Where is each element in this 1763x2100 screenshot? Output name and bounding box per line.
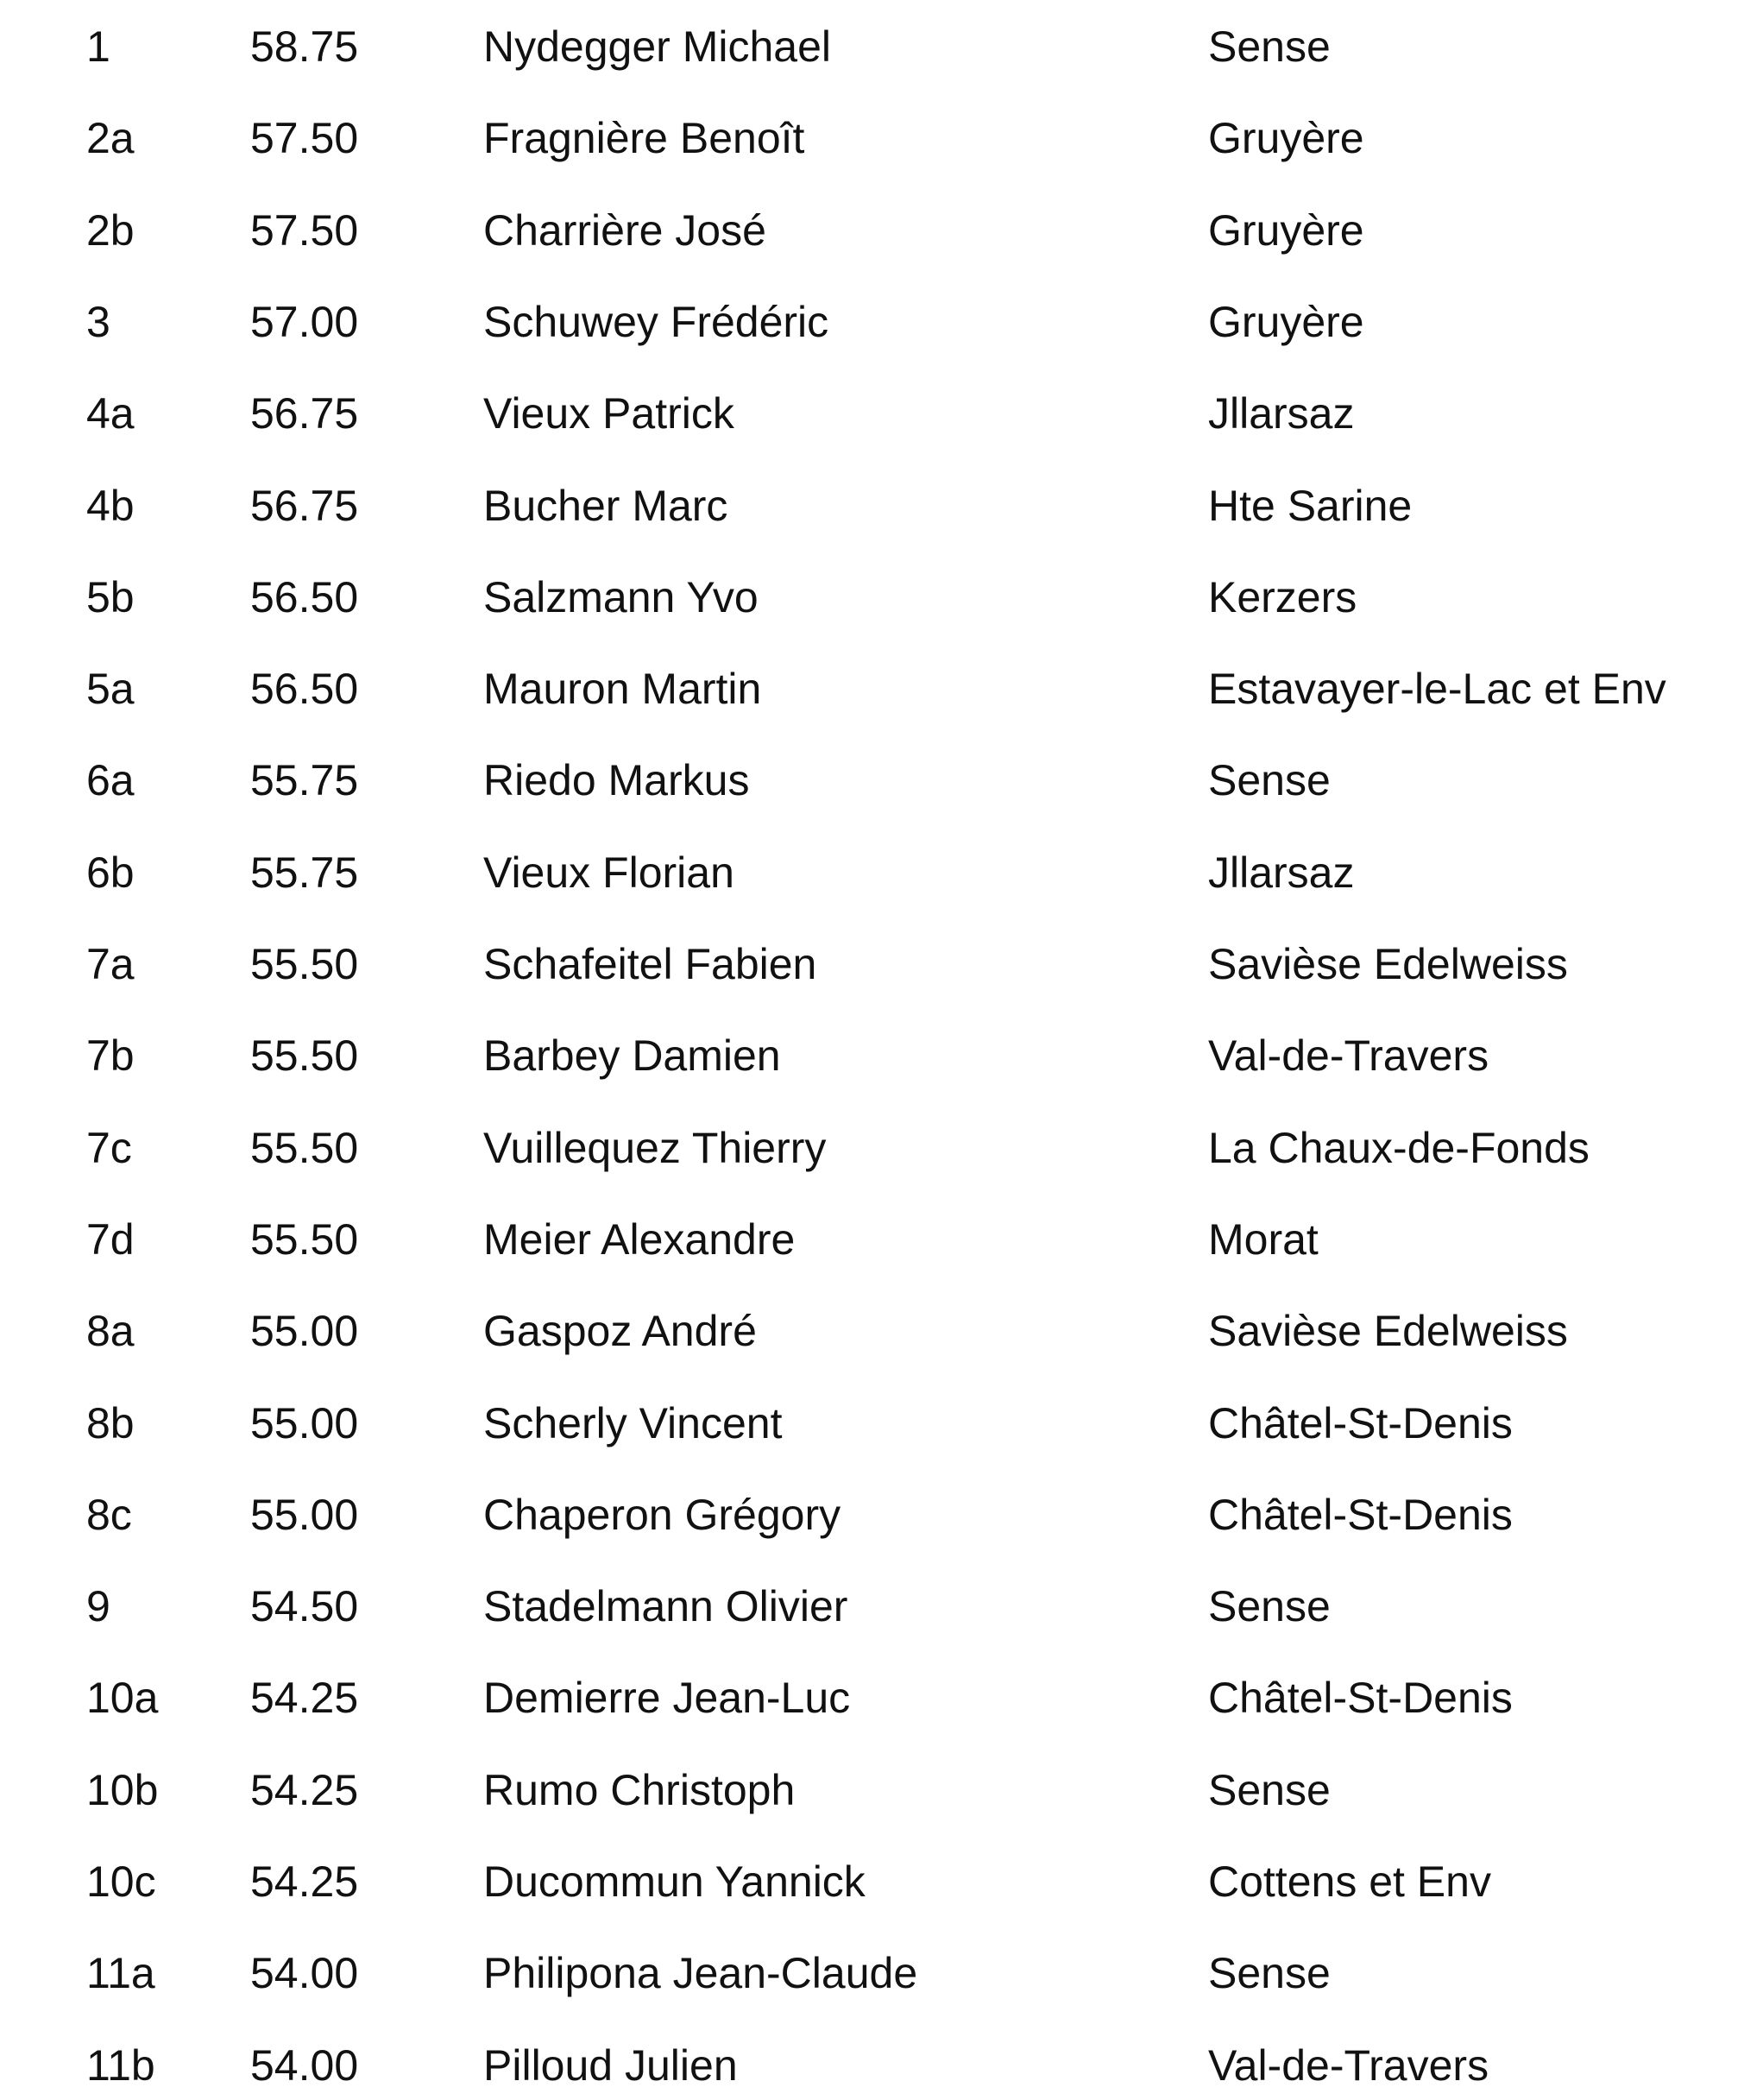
rank-cell: 8c: [86, 1490, 132, 1539]
rank-cell: 8a: [86, 1307, 135, 1356]
name-cell: Gaspoz André: [483, 1307, 757, 1356]
result-row: [0, 930, 1763, 999]
club-cell: Savièse Edelweiss: [1208, 1307, 1568, 1356]
result-row: [0, 1572, 1763, 1641]
rank-cell: 9: [86, 1582, 110, 1631]
club-cell: Châtel-St-Denis: [1208, 1674, 1513, 1723]
score-cell: 55.50: [250, 1031, 359, 1081]
club-cell: Kerzers: [1208, 572, 1357, 621]
rank-cell: 1: [86, 22, 110, 71]
rank-cell: 7d: [86, 1214, 135, 1264]
score-cell: 55.00: [250, 1307, 359, 1356]
result-row: [0, 1756, 1763, 1825]
name-cell: Salzmann Yvo: [483, 572, 759, 621]
name-cell: Fragnière Benoît: [483, 114, 805, 163]
club-cell: Estavayer-le-Lac et Env: [1208, 665, 1666, 714]
name-cell: Chaperon Grégory: [483, 1490, 841, 1539]
result-row: [0, 196, 1763, 265]
club-cell: Sense: [1208, 1582, 1331, 1631]
club-cell: Gruyère: [1208, 205, 1364, 255]
club-cell: Cottens et Env: [1208, 1857, 1491, 1906]
name-cell: Schafeitel Fabien: [483, 940, 817, 988]
score-cell: 54.00: [250, 1949, 359, 1998]
result-row: [0, 104, 1763, 173]
result-row: [0, 12, 1763, 81]
name-cell: Schuwey Frédéric: [483, 297, 829, 346]
score-cell: 55.75: [250, 756, 359, 805]
score-cell: 57.50: [250, 205, 359, 255]
result-row: [0, 1021, 1763, 1090]
rank-cell: 2b: [86, 205, 135, 255]
score-cell: 55.00: [250, 1490, 359, 1539]
score-cell: 55.50: [250, 940, 359, 988]
result-row: [0, 1939, 1763, 2008]
result-row: [0, 746, 1763, 815]
result-row: [0, 1847, 1763, 1916]
name-cell: Philipona Jean-Claude: [483, 1949, 918, 1998]
club-cell: Châtel-St-Denis: [1208, 1398, 1513, 1447]
club-cell: Sense: [1208, 756, 1331, 805]
name-cell: Demierre Jean-Luc: [483, 1674, 851, 1723]
name-cell: Nydegger Michael: [483, 22, 831, 71]
rank-cell: 5a: [86, 665, 135, 714]
club-cell: Gruyère: [1208, 114, 1364, 163]
club-cell: Sense: [1208, 22, 1331, 71]
score-cell: 57.50: [250, 114, 359, 163]
name-cell: Vieux Patrick: [483, 389, 734, 438]
club-cell: Châtel-St-Denis: [1208, 1490, 1513, 1539]
rank-cell: 4a: [86, 389, 135, 438]
name-cell: Scherly Vincent: [483, 1398, 783, 1447]
rank-cell: 3: [86, 297, 110, 346]
rank-cell: 10a: [86, 1674, 159, 1723]
name-cell: Vieux Florian: [483, 848, 734, 897]
rank-cell: 10c: [86, 1857, 156, 1906]
score-cell: 56.75: [250, 481, 359, 530]
name-cell: Ducommun Yannick: [483, 1857, 866, 1906]
name-cell: Bucher Marc: [483, 481, 728, 530]
score-cell: 55.50: [250, 1214, 359, 1264]
score-cell: 56.75: [250, 389, 359, 438]
name-cell: Vuillequez Thierry: [483, 1123, 827, 1172]
score-cell: 56.50: [250, 665, 359, 714]
club-cell: Val-de-Travers: [1208, 1031, 1489, 1081]
rank-cell: 6a: [86, 756, 135, 805]
score-cell: 54.00: [250, 2040, 359, 2090]
score-cell: 55.50: [250, 1123, 359, 1172]
result-row: [0, 1663, 1763, 1732]
name-cell: Riedo Markus: [483, 756, 750, 805]
name-cell: Stadelmann Olivier: [483, 1582, 848, 1631]
result-row: [0, 654, 1763, 723]
club-cell: Val-de-Travers: [1208, 2040, 1489, 2090]
rank-cell: 5b: [86, 572, 135, 621]
score-cell: 55.75: [250, 848, 359, 897]
result-row: [0, 1296, 1763, 1365]
club-cell: La Chaux-de-Fonds: [1208, 1123, 1590, 1172]
result-row: [0, 471, 1763, 540]
name-cell: Barbey Damien: [483, 1031, 781, 1081]
rank-cell: 7c: [86, 1123, 132, 1172]
score-cell: 54.25: [250, 1857, 359, 1906]
score-cell: 56.50: [250, 572, 359, 621]
score-cell: 54.50: [250, 1582, 359, 1631]
club-cell: Savièse Edelweiss: [1208, 940, 1568, 988]
club-cell: Hte Sarine: [1208, 481, 1413, 530]
result-row: [0, 838, 1763, 907]
rank-cell: 2a: [86, 114, 135, 163]
name-cell: Pilloud Julien: [483, 2040, 738, 2090]
score-cell: 55.00: [250, 1398, 359, 1447]
name-cell: Charrière José: [483, 205, 766, 255]
name-cell: Meier Alexandre: [483, 1214, 796, 1264]
score-cell: 54.25: [250, 1674, 359, 1723]
score-cell: 54.25: [250, 1765, 359, 1814]
club-cell: Jllarsaz: [1208, 389, 1355, 438]
club-cell: Gruyère: [1208, 297, 1364, 346]
rank-cell: 11a: [86, 1949, 155, 1998]
score-cell: 58.75: [250, 22, 359, 71]
rank-cell: 11b: [86, 2040, 155, 2090]
score-cell: 57.00: [250, 297, 359, 346]
rank-cell: 10b: [86, 1765, 159, 1814]
result-row: [0, 1113, 1763, 1182]
rank-cell: 7a: [86, 940, 135, 988]
result-row: [0, 1205, 1763, 1274]
name-cell: Mauron Martin: [483, 665, 762, 714]
result-row: [0, 1480, 1763, 1549]
result-row: [0, 563, 1763, 632]
club-cell: Morat: [1208, 1214, 1319, 1264]
rank-cell: 7b: [86, 1031, 135, 1081]
rank-cell: 6b: [86, 848, 135, 897]
result-row: [0, 287, 1763, 356]
result-row: [0, 2031, 1763, 2100]
club-cell: Sense: [1208, 1765, 1331, 1814]
rank-cell: 4b: [86, 481, 135, 530]
result-row: [0, 1389, 1763, 1458]
club-cell: Sense: [1208, 1949, 1331, 1998]
name-cell: Rumo Christoph: [483, 1765, 796, 1814]
result-row: [0, 379, 1763, 448]
club-cell: Jllarsaz: [1208, 848, 1355, 897]
rank-cell: 8b: [86, 1398, 135, 1447]
